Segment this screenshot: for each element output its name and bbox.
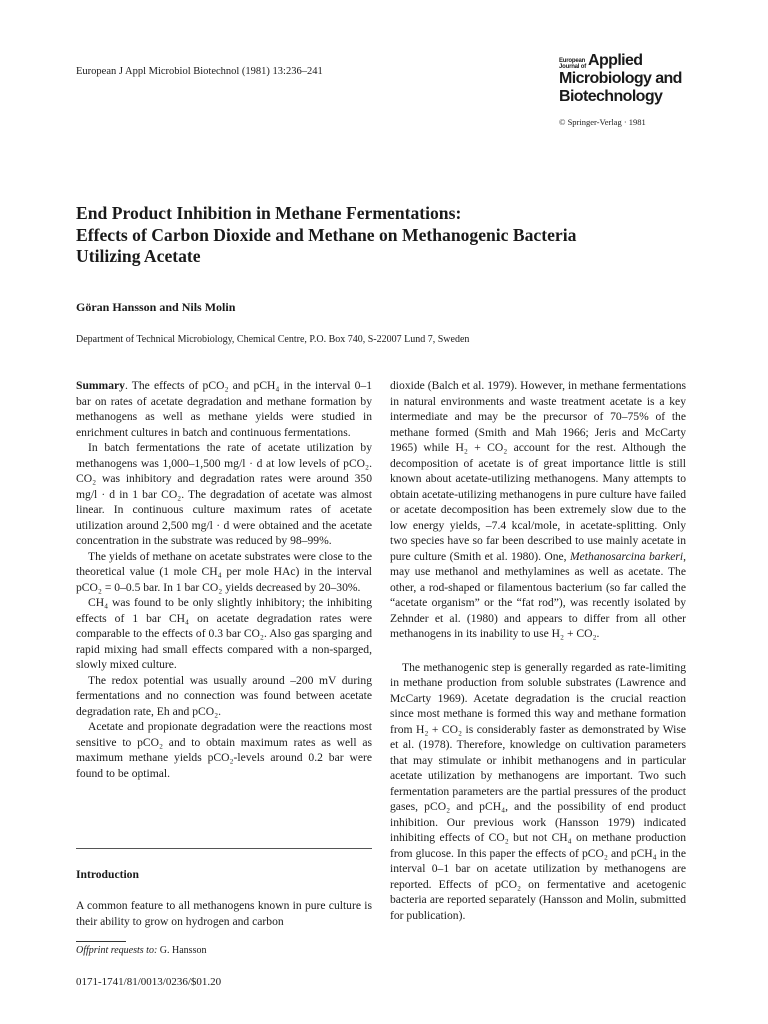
logo-small-top: European: [559, 58, 586, 64]
right-text-1b: , may use methanol and methylamines as well as acetate. The other, a rod-shaped or filamentous bacterium (so far called the “acetate organism” or the “fat rod”), was recently isolated by Zehnder et al. (1980) and appears to differ from all other methanogens in its inability to use H₂ + CO₂.: [390, 549, 687, 640]
introduction-heading: Introduction: [76, 868, 139, 881]
summary-paragraph-2: In batch fermentations the rate of acetate utilization by methanogens was 1,000–1,500 mg/l · d at low levels of pCO₂. CO₂ was inhibitory and degradation rates were around 350 mg/l · d in 1 bar CO₂. The degradation of acetate was almost linear. In continuous culture maximum rates of acetate utilization around 2,500 mg/l · d were obtained and the acetate concentration in the substrate was reduced by 98–99%.: [76, 441, 372, 547]
summary-paragraph-5: The redox potential was usually around –200 mV during fermentations and no connection was found between acetate degradation rate, Eh and pCO₂.: [76, 673, 372, 718]
summary-paragraph-6: Acetate and propionate degradation were the reactions most sensitive to pCO₂ and to obtain maximum rates as well as maximum methane yields pCO₂-levels around 0.2 bar were found to be optimal.: [76, 720, 372, 780]
title-line-3: Utilizing Acetate: [76, 246, 201, 266]
summary-paragraph-4: CH₄ was found to be only slightly inhibitory; the inhibiting effects of 1 bar CH₄ on acetate degradation rates were comparable to the effects of 0.3 bar CO₂. Also gas sparging and rapid mixing had small effects compared with a non-sparged, slowly mixed culture.: [76, 596, 372, 671]
logo-line-3: Biotechnology: [559, 88, 663, 105]
section-divider: [76, 848, 372, 849]
right-paragraph-2: The methanogenic step is generally regarded as rate-limiting in methane production from soluble substrates (Lawrence and McCarty 1969). Acetate degradation is the crucial reaction since most methane is formed this way and methane formation from H₂ + CO₂ is considerably faster as demonstrated by Wise et al. (1978). Therefore, knowledge on cultivation parameters that may stimulate or inhibit methanogens and in particular acetate utilization by methanogens are important. Two such fermentation parameters are the partial pressures of the product gases, pCO₂ and pCH₄, and the possibility of end product inhibition. Our previous work (Hansson 1979) indicated inhibiting effects of CO₂ but not CH₄ on methane production from glucose. In this paper the effects of pCO₂ and pCH₄ in the interval 0–1 bar on acetate utilization by methanogens are reported. Effects of pCO₂ on fermentative and acetogenic bacteria are reported separately (Hansson and Molin, submitted for publication).: [390, 660, 686, 922]
summary-paragraph: Summary. The effects of pCO₂ and pCH₄ in the interval 0–1 bar on rates of acetate degradation and methane formation by methanogens as well as methane yields were studied in enrichment cultures in batch and continuous fermentations.: [76, 379, 372, 439]
offprint-note: [76, 945, 206, 956]
logo-line-2: Microbiology and: [559, 70, 682, 87]
right-text-1a: dioxide (Balch et al. 1979). However, in methane fermentations in natural environments and waste treatment acetate is a key intermediate and may be the precursor of 70–75% of the methane formed (Smith and Mah 1966; Jeris and McCarty 1965) while H₂ + CO₂ account for the rest. Although the decomposition of acetate is of great importance little is still known about acetate-utilizing methanogens. Many attempts to obtain acetate-utilizing methanogens in pure culture have failed or acetate decomposition has been extremely slow due to the low energy yields, –7.4 kcal/mole, in acetate-splitting. Only two species have so far been described to use mainly acetate in pure culture (Smith et al. 1980). One,: [390, 379, 686, 563]
species-name: Methanosarcina barkeri: [570, 549, 684, 563]
title-line-1: End Product Inhibition in Methane Fermentations:: [76, 203, 462, 223]
logo-small-bottom: Journal of: [559, 64, 587, 70]
journal-logo: [559, 52, 719, 106]
introduction-paragraph: A common feature to all methanogens known in pure culture is their ability to grow on hydrogen and carbon: [76, 899, 372, 928]
footnote-divider: [76, 941, 126, 942]
authors: Göran Hansson and Nils Molin: [76, 300, 236, 314]
affiliation: Department of Technical Microbiology, Chemical Centre, P.O. Box 740, S-22007 Lund 7, Sweden: [76, 334, 470, 345]
left-column: [76, 378, 372, 781]
right-paragraph-1: [390, 378, 686, 642]
logo-line-1: Applied: [588, 52, 643, 69]
title-line-2: Effects of Carbon Dioxide and Methane on Methanogenic Bacteria: [76, 224, 577, 245]
article-title: [76, 203, 696, 268]
right-column: [390, 378, 686, 923]
issn-code: 0171-1741/81/0013/0236/$01.20: [76, 976, 222, 988]
summary-paragraph-3: The yields of methane on acetate substrates were close to the theoretical value (1 mole CH₄ per mole HAc) in the interval pCO₂ = 0–0.5 bar. In 1 bar CO₂ yields decreased by 20–30%.: [76, 549, 372, 594]
summary-text-1: The effects of pCO₂ and pCH₄ in the interval 0–1 bar on rates of acetate degradation and methane formation by methanogens as well as methane yields were studied in enrichment cultures in batch and continuous fermentations.: [76, 379, 372, 439]
offprint-name: G. Hansson: [157, 945, 207, 956]
offprint-label: Offprint requests to:: [76, 945, 158, 956]
summary-label: Summary: [76, 379, 125, 392]
copyright: © Springer-Verlag · 1981: [559, 117, 646, 127]
journal-citation: European J Appl Microbiol Biotechnol (1981) 13:236–241: [76, 66, 323, 77]
